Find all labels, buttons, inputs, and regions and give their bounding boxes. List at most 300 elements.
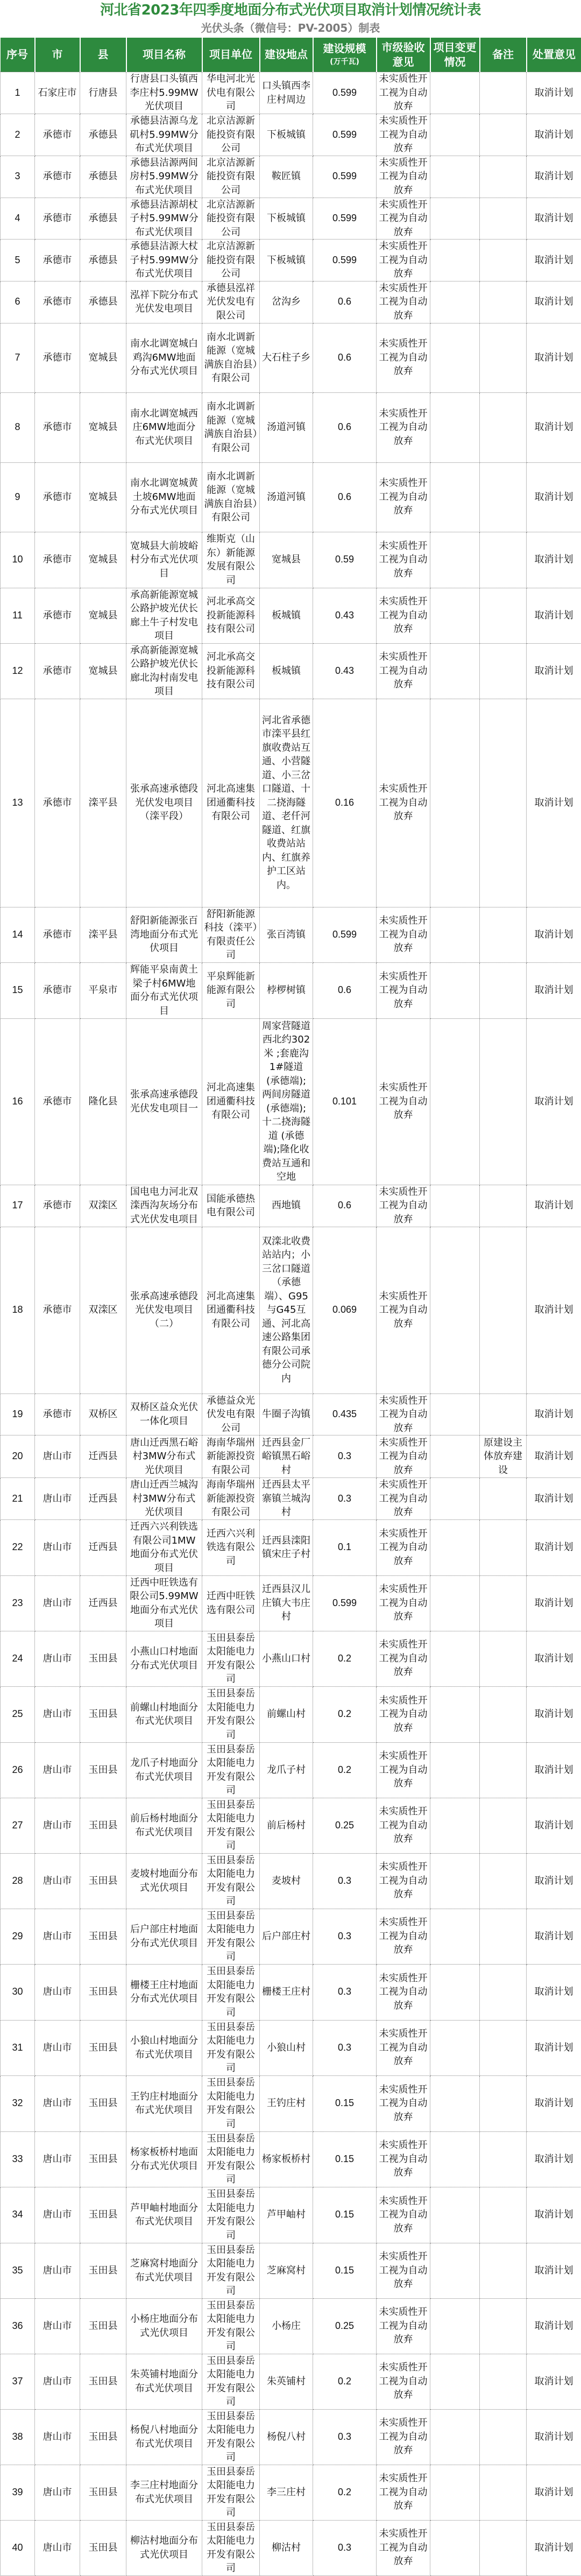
table-row	[1, 1185, 581, 1227]
cell-city: 承德市	[35, 156, 80, 198]
cell-county: 玉田县	[80, 2187, 126, 2243]
cell-remark	[480, 392, 527, 462]
cell-acceptance: 未实质性开工视为自动放弃	[377, 1478, 430, 1520]
cell-remark	[480, 532, 527, 588]
cell-city: 唐山市	[35, 1631, 80, 1686]
cell-city: 承德市	[35, 699, 80, 907]
cell-project-name: 龙爪子村地面分布式光伏项目	[126, 1742, 202, 1798]
cell-project-name: 栅楼王庄村地面分布式光伏项目	[126, 1964, 202, 2020]
table-row	[1, 156, 581, 198]
cell-capacity: 0.3	[313, 1853, 377, 1909]
cell-remark	[480, 1519, 527, 1575]
cell-capacity: 0.435	[313, 1393, 377, 1435]
cell-city: 唐山市	[35, 2187, 80, 2243]
cell-disposition: 取消计划	[527, 2520, 581, 2575]
table-row	[1, 2187, 581, 2243]
table-row	[1, 532, 581, 588]
cell-seq: 7	[1, 323, 35, 392]
cell-location: 张百湾镇	[260, 907, 313, 962]
cell-disposition: 取消计划	[527, 2020, 581, 2075]
cell-disposition: 取消计划	[527, 1435, 581, 1478]
cell-city: 唐山市	[35, 2465, 80, 2520]
header-location: 建设地点	[260, 38, 313, 72]
cell-project-name: 唐山迁西黑石峪村3MW分布式光伏项目	[126, 1435, 202, 1478]
cell-location: 桲椤树镇	[260, 962, 313, 1018]
cell-change	[430, 1435, 480, 1478]
cell-acceptance: 未实质性开工视为自动放弃	[377, 962, 430, 1018]
cell-disposition: 取消计划	[527, 1798, 581, 1853]
cell-company: 迁西六兴利铁选有限公司	[202, 1519, 260, 1575]
cell-city: 唐山市	[35, 2243, 80, 2298]
cell-city: 承德市	[35, 1018, 80, 1185]
cell-project-name: 承高新能源宽城公路护坡光伏长廊北沟村南发电项目	[126, 643, 202, 699]
cell-county: 隆化县	[80, 1018, 126, 1185]
cell-disposition: 取消计划	[527, 462, 581, 532]
table-row	[1, 2298, 581, 2354]
table-row	[1, 323, 581, 392]
cell-acceptance: 未实质性开工视为自动放弃	[377, 2020, 430, 2075]
cell-project-name: 承德县洁源两间房村5.99MW分布式光伏项目	[126, 156, 202, 198]
table-row	[1, 2131, 581, 2187]
cell-county: 迁西县	[80, 1519, 126, 1575]
table-row	[1, 1018, 581, 1185]
cell-disposition: 取消计划	[527, 962, 581, 1018]
cell-project-name: 承德县洁源乌龙矶村5.99MW分布式光伏项目	[126, 114, 202, 156]
cell-change	[430, 962, 480, 1018]
cell-seq: 6	[1, 281, 35, 323]
cell-acceptance: 未实质性开工视为自动放弃	[377, 1227, 430, 1393]
cell-company: 玉田县泰岳太阳能电力开发有限公司	[202, 2075, 260, 2131]
cell-location: 周家营隧道西北约302米 ;套鹿沟 1#隧道 (承德端);两间房隧道 (承德端);十二挠海隧道 (承德端);隆化收费站互通和空地	[260, 1018, 313, 1185]
cell-location: 口头镇西李庄村周边	[260, 72, 313, 114]
cell-change	[430, 1393, 480, 1435]
cell-remark	[480, 1853, 527, 1909]
cell-acceptance: 未实质性开工视为自动放弃	[377, 2243, 430, 2298]
cell-acceptance: 未实质性开工视为自动放弃	[377, 1435, 430, 1478]
cell-location: 小杨庄	[260, 2298, 313, 2354]
page-subtitle: 光伏头条（微信号：PV-2005）制表	[0, 19, 581, 37]
cell-location: 杨家板桥村	[260, 2131, 313, 2187]
table-row	[1, 462, 581, 532]
cell-seq: 11	[1, 588, 35, 643]
header-city: 市	[35, 38, 80, 72]
cell-seq: 34	[1, 2187, 35, 2243]
cell-company: 玉田县泰岳太阳能电力开发有限公司	[202, 2520, 260, 2575]
cell-seq: 10	[1, 532, 35, 588]
cell-disposition: 取消计划	[527, 1478, 581, 1520]
cell-seq: 5	[1, 240, 35, 281]
cell-disposition: 取消计划	[527, 2298, 581, 2354]
cell-seq: 29	[1, 1909, 35, 1964]
table-row	[1, 1575, 581, 1631]
cell-acceptance: 未实质性开工视为自动放弃	[377, 1631, 430, 1686]
cell-county: 玉田县	[80, 1853, 126, 1909]
cell-seq: 4	[1, 198, 35, 240]
cell-acceptance: 未实质性开工视为自动放弃	[377, 1018, 430, 1185]
cell-location: 下板城镇	[260, 114, 313, 156]
cell-change	[430, 1018, 480, 1185]
cell-location: 前后杨村	[260, 1798, 313, 1853]
cell-change	[430, 114, 480, 156]
cell-remark	[480, 1575, 527, 1631]
cell-capacity: 0.6	[313, 1185, 377, 1227]
cell-city: 唐山市	[35, 2409, 80, 2465]
cell-remark	[480, 198, 527, 240]
cell-location: 大石柱子乡	[260, 323, 313, 392]
cell-capacity: 0.15	[313, 2075, 377, 2131]
cell-acceptance: 未实质性开工视为自动放弃	[377, 2131, 430, 2187]
cell-acceptance: 未实质性开工视为自动放弃	[377, 2187, 430, 2243]
table-row	[1, 2520, 581, 2575]
cell-location: 前螺山村	[260, 1686, 313, 1742]
cell-location: 下板城镇	[260, 240, 313, 281]
cell-city: 承德市	[35, 643, 80, 699]
cell-city: 承德市	[35, 1185, 80, 1227]
cell-company: 平泉辉能新能源有限公司	[202, 962, 260, 1018]
cell-location: 牛圈子沟镇	[260, 1393, 313, 1435]
cell-acceptance: 未实质性开工视为自动放弃	[377, 532, 430, 588]
cell-company: 南水北调新能源（宽城满族自治县）有限公司	[202, 392, 260, 462]
cell-remark	[480, 588, 527, 643]
cell-capacity: 0.599	[313, 198, 377, 240]
cell-capacity: 0.6	[313, 392, 377, 462]
header-company: 项目单位	[202, 38, 260, 72]
cell-location: 芝麻窝村	[260, 2243, 313, 2298]
cell-project-name: 泓祥下院分布式光伏发电项目	[126, 281, 202, 323]
cell-city: 承德市	[35, 198, 80, 240]
cell-city: 承德市	[35, 907, 80, 962]
table-row	[1, 1964, 581, 2020]
cell-seq: 30	[1, 1964, 35, 2020]
cell-disposition: 取消计划	[527, 2409, 581, 2465]
cell-location: 双滦北收费站站内；小三岔口隧道（承德端）、G95与G45互通、河北高速公路集团有限公司承德分公司院内	[260, 1227, 313, 1393]
cell-disposition: 取消计划	[527, 2354, 581, 2409]
cell-project-name: 迁西中旺铁选有限公司5.99MW地面分布式光伏项目	[126, 1575, 202, 1631]
cell-county: 双滦区	[80, 1227, 126, 1393]
cell-disposition: 取消计划	[527, 1742, 581, 1798]
cell-city: 唐山市	[35, 2131, 80, 2187]
cell-remark	[480, 240, 527, 281]
cell-remark	[480, 1742, 527, 1798]
header-capacity-label: 建设规模	[323, 42, 366, 55]
cell-acceptance: 未实质性开工视为自动放弃	[377, 2298, 430, 2354]
cell-disposition: 取消计划	[527, 1909, 581, 1964]
table-row	[1, 392, 581, 462]
cell-disposition: 取消计划	[527, 1631, 581, 1686]
cell-acceptance: 未实质性开工视为自动放弃	[377, 1185, 430, 1227]
cell-project-name: 小杨庄地面分布式光伏项目	[126, 2298, 202, 2354]
cell-remark	[480, 1631, 527, 1686]
cell-change	[430, 392, 480, 462]
cell-company: 华电河北光伏电有限公司	[202, 72, 260, 114]
cell-change	[430, 2520, 480, 2575]
cell-location: 迁西县金厂峪镇黑石峪村	[260, 1435, 313, 1478]
cell-company: 玉田县泰岳太阳能电力开发有限公司	[202, 1853, 260, 1909]
cell-change	[430, 1964, 480, 2020]
cell-disposition: 取消计划	[527, 1686, 581, 1742]
header-capacity	[313, 38, 377, 72]
cell-city: 唐山市	[35, 1575, 80, 1631]
cell-company: 承德县泓祥光伏发电有限公司	[202, 281, 260, 323]
cell-acceptance: 未实质性开工视为自动放弃	[377, 1519, 430, 1575]
table-row	[1, 699, 581, 907]
table-row	[1, 1631, 581, 1686]
cell-project-name: 王钓庄村地面分布式光伏项目	[126, 2075, 202, 2131]
cell-city: 唐山市	[35, 1909, 80, 1964]
cell-seq: 19	[1, 1393, 35, 1435]
cell-company: 南水北调新能源（宽城满族自治县）有限公司	[202, 323, 260, 392]
cell-company: 维斯克（山东）新能源发展有限公司	[202, 532, 260, 588]
cell-seq: 35	[1, 2243, 35, 2298]
cell-remark	[480, 1686, 527, 1742]
cell-company: 承德益众光伏发电有限公司	[202, 1393, 260, 1435]
cell-disposition: 取消计划	[527, 2075, 581, 2131]
cell-project-name: 小狼山村地面分布式光伏项目	[126, 2020, 202, 2075]
cell-seq: 40	[1, 2520, 35, 2575]
cell-seq: 22	[1, 1519, 35, 1575]
cell-project-name: 辉能平泉南黄土梁子村6MW地面分布式光伏项目	[126, 962, 202, 1018]
cell-city: 唐山市	[35, 1798, 80, 1853]
cell-change	[430, 532, 480, 588]
cell-location: 板城镇	[260, 588, 313, 643]
table-row	[1, 1798, 581, 1853]
cell-city: 承德市	[35, 392, 80, 462]
cell-remark	[480, 281, 527, 323]
table-row	[1, 1227, 581, 1393]
cell-disposition: 取消计划	[527, 2243, 581, 2298]
cell-disposition: 取消计划	[527, 156, 581, 198]
cell-disposition: 取消计划	[527, 1227, 581, 1393]
cell-location: 朱英铺村	[260, 2354, 313, 2409]
cell-capacity: 0.101	[313, 1018, 377, 1185]
table-row	[1, 1519, 581, 1575]
cell-capacity: 0.25	[313, 1798, 377, 1853]
cell-county: 宽城县	[80, 532, 126, 588]
cell-remark	[480, 1227, 527, 1393]
cell-city: 承德市	[35, 962, 80, 1018]
cell-county: 玉田县	[80, 1631, 126, 1686]
cell-company: 迁西中旺铁选有限公司	[202, 1575, 260, 1631]
cell-disposition: 取消计划	[527, 699, 581, 907]
cell-acceptance: 未实质性开工视为自动放弃	[377, 323, 430, 392]
cell-capacity: 0.599	[313, 1575, 377, 1631]
cell-seq: 1	[1, 72, 35, 114]
cell-change	[430, 1909, 480, 1964]
cell-city: 承德市	[35, 323, 80, 392]
header-county: 县	[80, 38, 126, 72]
cell-acceptance: 未实质性开工视为自动放弃	[377, 1909, 430, 1964]
cell-county: 玉田县	[80, 2020, 126, 2075]
cell-company: 海南华瑞州新能源投资有限公司	[202, 1435, 260, 1478]
table-row	[1, 198, 581, 240]
cell-county: 玉田县	[80, 2409, 126, 2465]
cell-seq: 31	[1, 2020, 35, 2075]
cell-project-name: 麦坡村地面分布式光伏项目	[126, 1853, 202, 1909]
cell-change	[430, 907, 480, 962]
cell-company: 玉田县泰岳太阳能电力开发有限公司	[202, 2298, 260, 2354]
cell-location: 鞍匠镇	[260, 156, 313, 198]
cell-capacity: 0.2	[313, 2465, 377, 2520]
cell-county: 玉田县	[80, 2465, 126, 2520]
cell-change	[430, 588, 480, 643]
cell-acceptance: 未实质性开工视为自动放弃	[377, 462, 430, 532]
cell-acceptance: 未实质性开工视为自动放弃	[377, 2520, 430, 2575]
table-row	[1, 1909, 581, 1964]
cell-change	[430, 1798, 480, 1853]
cell-change	[430, 1686, 480, 1742]
cell-county: 玉田县	[80, 2354, 126, 2409]
table-row	[1, 240, 581, 281]
cell-capacity: 0.2	[313, 2354, 377, 2409]
cell-disposition: 取消计划	[527, 1853, 581, 1909]
cell-location: 迁西县汉儿庄镇大韦庄村	[260, 1575, 313, 1631]
cell-county: 滦平县	[80, 699, 126, 907]
cell-location: 下板城镇	[260, 198, 313, 240]
cell-project-name: 南水北调宽城白鸡沟6MW地面分布式光伏项目	[126, 323, 202, 392]
cell-project-name: 舒阳新能源张百湾地面分布式光伏项目	[126, 907, 202, 962]
cell-remark: 原建设主体放弃建设	[480, 1435, 527, 1478]
table-row	[1, 2075, 581, 2131]
cell-acceptance: 未实质性开工视为自动放弃	[377, 1853, 430, 1909]
cell-capacity: 0.2	[313, 1686, 377, 1742]
cell-change	[430, 323, 480, 392]
cell-remark	[480, 323, 527, 392]
cell-county: 承德县	[80, 156, 126, 198]
cell-location: 汤道河镇	[260, 392, 313, 462]
table-row	[1, 643, 581, 699]
cell-county: 承德县	[80, 240, 126, 281]
cell-company: 玉田县泰岳太阳能电力开发有限公司	[202, 2243, 260, 2298]
cell-location: 柳沽村	[260, 2520, 313, 2575]
cell-city: 唐山市	[35, 2020, 80, 2075]
cell-capacity: 0.3	[313, 2020, 377, 2075]
cell-company: 玉田县泰岳太阳能电力开发有限公司	[202, 1631, 260, 1686]
cell-acceptance: 未实质性开工视为自动放弃	[377, 643, 430, 699]
table-row	[1, 281, 581, 323]
cell-county: 迁西县	[80, 1575, 126, 1631]
cell-project-name: 唐山迁西兰城沟村3MW分布式光伏项目	[126, 1478, 202, 1520]
cell-capacity: 0.6	[313, 462, 377, 532]
cell-remark	[480, 1964, 527, 2020]
cell-city: 承德市	[35, 281, 80, 323]
cell-capacity: 0.1	[313, 1519, 377, 1575]
cell-acceptance: 未实质性开工视为自动放弃	[377, 2075, 430, 2131]
cell-capacity: 0.25	[313, 2298, 377, 2354]
cell-company: 玉田县泰岳太阳能电力开发有限公司	[202, 1686, 260, 1742]
cell-seq: 24	[1, 1631, 35, 1686]
cell-project-name: 杨家板桥村地面分布式光伏项目	[126, 2131, 202, 2187]
cell-location: 后户部庄村	[260, 1909, 313, 1964]
table-row	[1, 1393, 581, 1435]
cell-company: 玉田县泰岳太阳能电力开发有限公司	[202, 1964, 260, 2020]
cell-remark	[480, 1909, 527, 1964]
cell-capacity: 0.069	[313, 1227, 377, 1393]
cell-acceptance: 未实质性开工视为自动放弃	[377, 1964, 430, 2020]
cell-city: 承德市	[35, 588, 80, 643]
cell-seq: 15	[1, 962, 35, 1018]
cell-change	[430, 462, 480, 532]
cell-project-name: 芦甲岫村地面分布式光伏项目	[126, 2187, 202, 2243]
cell-change	[430, 1575, 480, 1631]
cell-disposition: 取消计划	[527, 532, 581, 588]
cell-acceptance: 未实质性开工视为自动放弃	[377, 1393, 430, 1435]
cell-remark	[480, 2409, 527, 2465]
cell-seq: 9	[1, 462, 35, 532]
cell-project-name: 承德县洁源胡杖子村5.99MW分布式光伏项目	[126, 198, 202, 240]
cell-disposition: 取消计划	[527, 240, 581, 281]
cell-company: 玉田县泰岳太阳能电力开发有限公司	[202, 1742, 260, 1798]
cell-location: 迁西县太平寨镇兰城沟村	[260, 1478, 313, 1520]
cell-change	[430, 643, 480, 699]
cell-seq: 17	[1, 1185, 35, 1227]
cell-change	[430, 1227, 480, 1393]
cell-disposition: 取消计划	[527, 1964, 581, 2020]
cell-county: 玉田县	[80, 1964, 126, 2020]
cell-company: 北京洁源新能投资有限公司	[202, 114, 260, 156]
cell-acceptance: 未实质性开工视为自动放弃	[377, 1575, 430, 1631]
cell-county: 承德县	[80, 281, 126, 323]
cell-remark	[480, 907, 527, 962]
cell-city: 承德市	[35, 532, 80, 588]
header-remark: 备注	[480, 38, 527, 72]
cell-city: 唐山市	[35, 2075, 80, 2131]
cell-acceptance: 未实质性开工视为自动放弃	[377, 72, 430, 114]
cell-location: 李三庄村	[260, 2465, 313, 2520]
cell-city: 唐山市	[35, 1478, 80, 1520]
header-capacity-unit: (万千瓦)	[315, 56, 375, 68]
cell-company: 玉田县泰岳太阳能电力开发有限公司	[202, 2465, 260, 2520]
cell-location: 芦甲岫村	[260, 2187, 313, 2243]
header-change: 项目变更情况	[430, 38, 480, 72]
cell-capacity: 0.3	[313, 2409, 377, 2465]
cell-company: 舒阳新能源科技（滦平）有限责任公司	[202, 907, 260, 962]
cell-remark	[480, 2187, 527, 2243]
cell-project-name: 迁西六兴利铁选有限公司1MW地面分布式光伏项目	[126, 1519, 202, 1575]
cell-company: 海南华瑞州新能源投资有限公司	[202, 1478, 260, 1520]
cell-company: 玉田县泰岳太阳能电力开发有限公司	[202, 2409, 260, 2465]
cell-change	[430, 2020, 480, 2075]
cell-capacity: 0.599	[313, 240, 377, 281]
cell-remark	[480, 2075, 527, 2131]
cell-project-name: 柳沽村地面分布式光伏项目	[126, 2520, 202, 2575]
cell-location: 杨倪八村	[260, 2409, 313, 2465]
cell-remark	[480, 1185, 527, 1227]
cell-capacity: 0.15	[313, 2131, 377, 2187]
cell-acceptance: 未实质性开工视为自动放弃	[377, 1742, 430, 1798]
cell-remark	[480, 2520, 527, 2575]
cell-remark	[480, 2131, 527, 2187]
cell-capacity: 0.3	[313, 1435, 377, 1478]
cell-county: 玉田县	[80, 2520, 126, 2575]
cell-remark	[480, 462, 527, 532]
cell-acceptance: 未实质性开工视为自动放弃	[377, 198, 430, 240]
cell-county: 承德县	[80, 114, 126, 156]
cell-county: 玉田县	[80, 1742, 126, 1798]
table-row	[1, 2020, 581, 2075]
cell-county: 双滦区	[80, 1185, 126, 1227]
cell-disposition: 取消计划	[527, 198, 581, 240]
cell-change	[430, 240, 480, 281]
cell-county: 双桥区	[80, 1393, 126, 1435]
header-seq: 序号	[1, 38, 35, 72]
cell-acceptance: 未实质性开工视为自动放弃	[377, 2465, 430, 2520]
cell-seq: 3	[1, 156, 35, 198]
cell-change	[430, 2409, 480, 2465]
cell-location: 栅楼王庄村	[260, 1964, 313, 2020]
cell-capacity: 0.599	[313, 156, 377, 198]
cell-company: 河北承高交投新能源科技有限公司	[202, 588, 260, 643]
cell-disposition: 取消计划	[527, 323, 581, 392]
